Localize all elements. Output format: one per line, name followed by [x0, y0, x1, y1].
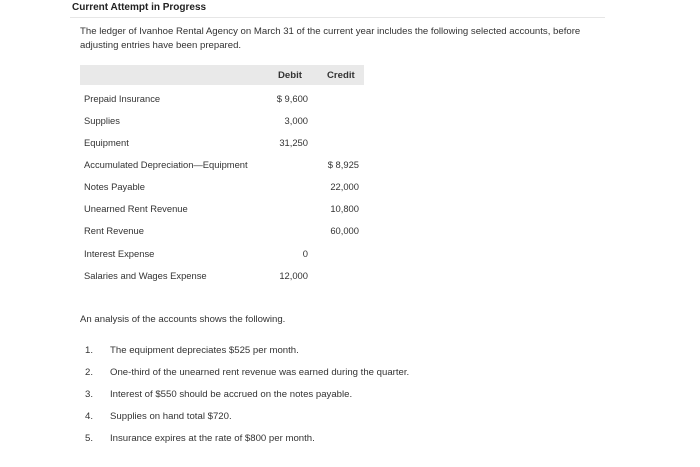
list-item: The equipment depreciates $525 per month.	[110, 345, 299, 356]
credit-column-header: Credit	[327, 70, 355, 81]
header-divider	[70, 17, 605, 18]
analysis-intro: An analysis of the accounts shows the following.	[80, 314, 286, 325]
ledger-account: Unearned Rent Revenue	[84, 203, 188, 214]
ledger-account: Supplies	[84, 115, 120, 126]
list-item: One-third of the unearned rent revenue was earned during the quarter.	[110, 367, 410, 378]
list-item: Insurance expires at the rate of $800 per month.	[110, 433, 315, 444]
list-item-number: 5.	[85, 433, 94, 444]
list-item-number: 1.	[85, 345, 94, 356]
ledger-debit: 3,000	[284, 115, 308, 126]
problem-intro: The ledger of Ivanhoe Rental Agency on March 31 of the current year includes the following selected accounts, before adjusting entries have been prepared.	[80, 26, 581, 51]
ledger-account: Salaries and Wages Expense	[84, 270, 207, 281]
ledger-account: Interest Expense	[84, 248, 155, 259]
page-title: Current Attempt in Progress	[72, 2, 207, 13]
ledger-account: Accumulated Depreciation—Equipment	[84, 159, 248, 170]
ledger-account: Prepaid Insurance	[84, 93, 161, 104]
list-item-number: 2.	[85, 367, 94, 378]
list-item: Interest of $550 should be accrued on the notes payable.	[110, 389, 353, 400]
ledger-credit: 22,000	[330, 181, 359, 192]
ledger-debit: $ 9,600	[276, 93, 308, 104]
ledger-debit: 12,000	[279, 270, 308, 281]
ledger-debit: 31,250	[279, 137, 308, 148]
debit-column-header: Debit	[278, 70, 302, 81]
ledger-debit: 0	[302, 248, 308, 259]
list-item: Supplies on hand total $720.	[110, 411, 232, 422]
ledger-credit: 60,000	[330, 225, 359, 236]
ledger-account: Notes Payable	[84, 181, 145, 192]
ledger-header-bar	[80, 65, 364, 85]
list-item-number: 4.	[85, 411, 94, 422]
ledger-account: Rent Revenue	[84, 225, 144, 236]
list-item-number: 3.	[85, 389, 94, 400]
ledger-credit: $ 8,925	[327, 159, 359, 170]
ledger-account: Equipment	[84, 137, 129, 148]
ledger-credit: 10,800	[330, 203, 359, 214]
